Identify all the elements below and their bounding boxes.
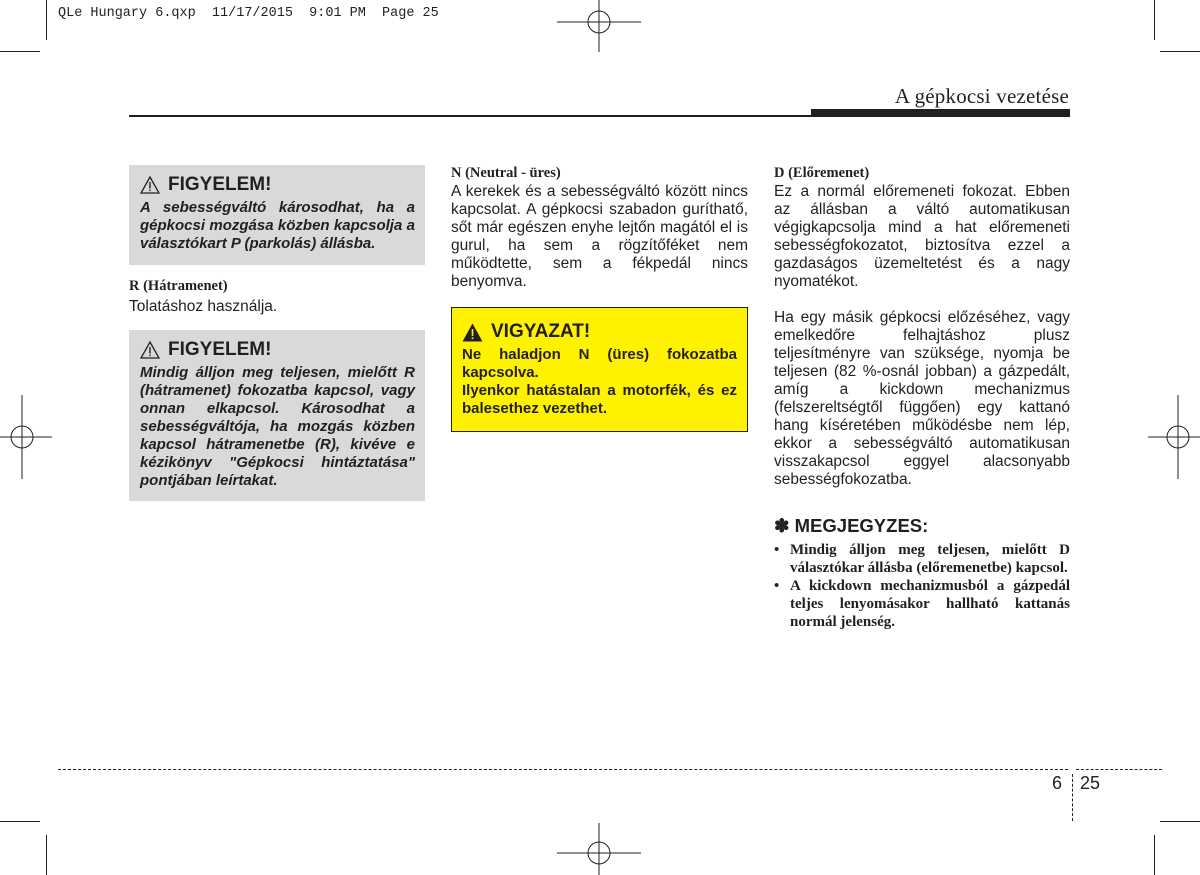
header-rule [129, 115, 1070, 117]
caution-title: VIGYAZAT! [491, 321, 591, 342]
list-item: • Mindig álljon meg teljesen, mielőtt D választókar állásba (előremenetbe) kapcsol. [774, 542, 1070, 576]
footer-divider [1072, 774, 1073, 821]
section-title: A gépkocsi vezetése [894, 84, 1069, 108]
note-list [774, 541, 1070, 631]
caution-triangle-icon [462, 323, 483, 342]
caution-box [451, 307, 748, 432]
footer-rule [58, 769, 1068, 770]
drive-heading: D (Előremenet) [774, 165, 870, 181]
caution-text-1: Ne haladjon N (üres) fokozatba kapcsolva. [462, 346, 737, 381]
list-item: • A kickdown mechanizmusból a gázpedál teljes lenyomásakor hallható kattanás normál jelenség. [774, 578, 1070, 630]
warning-triangle-icon [140, 341, 160, 359]
page-number: 25 [1080, 773, 1101, 793]
registration-mark-top [557, 0, 641, 52]
warning-triangle-icon [140, 176, 160, 194]
print-slug: QLe Hungary 6.qxp 11/17/2015 9:01 PM Page 25 [58, 6, 439, 21]
warning-box-reverse [129, 330, 425, 501]
drive-paragraph-1: Ez a normál előremeneti fokozat. Ebben az állásban a váltó automatikusan végigkapcsolja mind a hat előremeneti sebességfokozatot, biztosítva ezzel a gazdaságos üzemeltetést és a nagy nyomatékot. [774, 183, 1070, 290]
neutral-text: A kerekek és a sebességváltó között nincs kapcsolat. A gépkocsi szabadon guríthatő, sőt már egészen enyhe lejtőn magától el is gurul, ha sem a rögzítőféket nem működtette, sem a fékpedál nincs benyomva. [451, 183, 748, 290]
chapter-number: 6 [1052, 773, 1063, 793]
drive-paragraph-2: Ha egy másik gépkocsi előzéséhez, vagy emelkedőre felhajtáshoz plusz teljesítményre van szüksége, nyomja be teljesen (82 %-osnál jobban) a gázpedált, amíg a kickdown mechanizmus (felszereltségtől függően) egy kattanó hang kíséretében működésbe nem lép, ekkor a sebességváltó automatikusan visszakapcsol eggyel alacsonyabb sebességfokozatba. [774, 309, 1070, 488]
reverse-heading: R (Hátramenet) [129, 278, 228, 294]
caution-text-2: Ilyenkor hatástalan a motorfék, és ez balesethez vezethet. [462, 382, 737, 417]
reverse-text: Tolatáshoz használja. [129, 298, 278, 315]
warning-text: A sebességváltó károsodhat, ha a gépkocsi mozgása közben kapcsolja a választókart P (parkolás) állásba. [140, 199, 415, 252]
warning-box-park [129, 165, 425, 265]
warning-title: FIGYELEM! [168, 339, 272, 360]
warning-text: Mindig álljon meg teljesen, mielőtt R (hátramenet) fokozatba kapcsol, vagy onnan elkapcsol. Károsodhat a sebességváltója, ha mozgás közben kapcsol hátramenetbe (R), kivéve e kézikönyv "Gépkocsi hintáztatása" pontjában leírtakat. [140, 364, 415, 489]
note-title: ✽ MEGJEGYZES: [774, 515, 929, 536]
neutral-heading: N (Neutral - üres) [451, 165, 561, 181]
registration-mark-bottom [557, 823, 641, 875]
registration-mark-right [1148, 395, 1200, 479]
middle-column [451, 164, 748, 432]
left-column [129, 165, 425, 501]
registration-mark-left [0, 395, 52, 479]
right-column [774, 164, 1070, 631]
footer-rule-right [1076, 769, 1162, 770]
warning-title: FIGYELEM! [168, 174, 272, 195]
